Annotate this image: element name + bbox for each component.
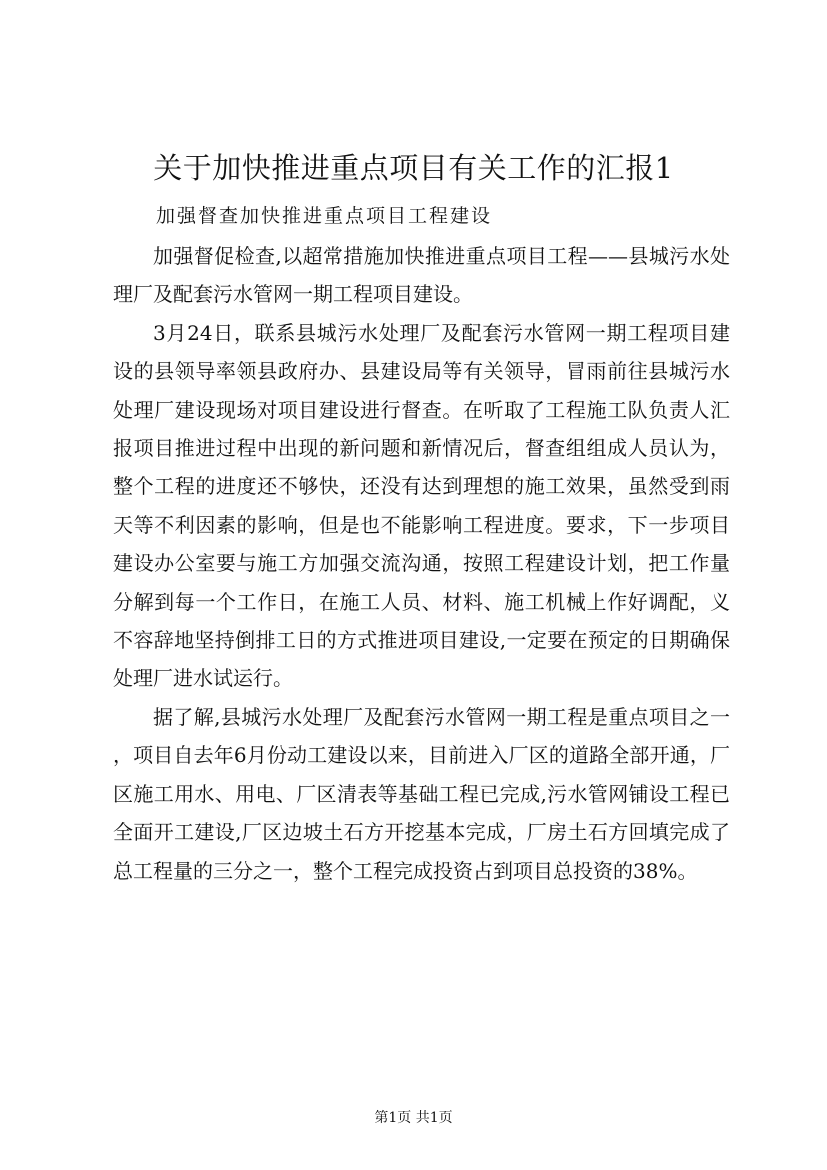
document-body (113, 237, 730, 890)
document-subtitle: 加强督查加快推进重点项目工程建设 (156, 205, 493, 227)
page-footer: 第1页 共1页 (374, 1110, 453, 1126)
paragraph: 3月24日，联系县城污水处理厂及配套污水管网一期工程项目建设的县领导率领县政府办、县建设局等有关领导，冒雨前往县城污水处理厂建设现场对项目建设进行督查。在听取了工程施工队负责人汇报项目推进过程中出现的新问题和新情况后，督查组组成人员认为，整个工程的进度还不够快，还没有达到理想的施工效果，虽然受到雨天等不利因素的影响，但是也不能影响工程进度。要求，下一步项目建设办公室要与施工方加强交流沟通，按照工程建设计划，把工作量分解到每一个工作日，在施工人员、材料、施工机械上作好调配，义不容辞地坚持倒排工日的方式推进项目建设,一定要在预定的日期确保处理厂进水试运行。 (113, 320, 730, 691)
paragraph: 加强督促检查,以超常措施加快推进重点项目工程——县城污水处理厂及配套污水管网一期工程项目建设。 (113, 244, 730, 307)
paragraph: 据了解,县城污水处理厂及配套污水管网一期工程是重点项目之一，项目自去年6月份动工建设以来，目前进入厂区的道路全部开通，厂区施工用水、用电、厂区清表等基础工程已完成,污水管网铺设工程已全面开工建设,厂区边坡土石方开挖基本完成，厂房土石方回填完成了总工程量的三分之一，整个工程完成投资占到项目总投资的38%。 (113, 704, 730, 883)
document-title: 关于加快推进重点项目有关工作的汇报1 (153, 151, 674, 185)
